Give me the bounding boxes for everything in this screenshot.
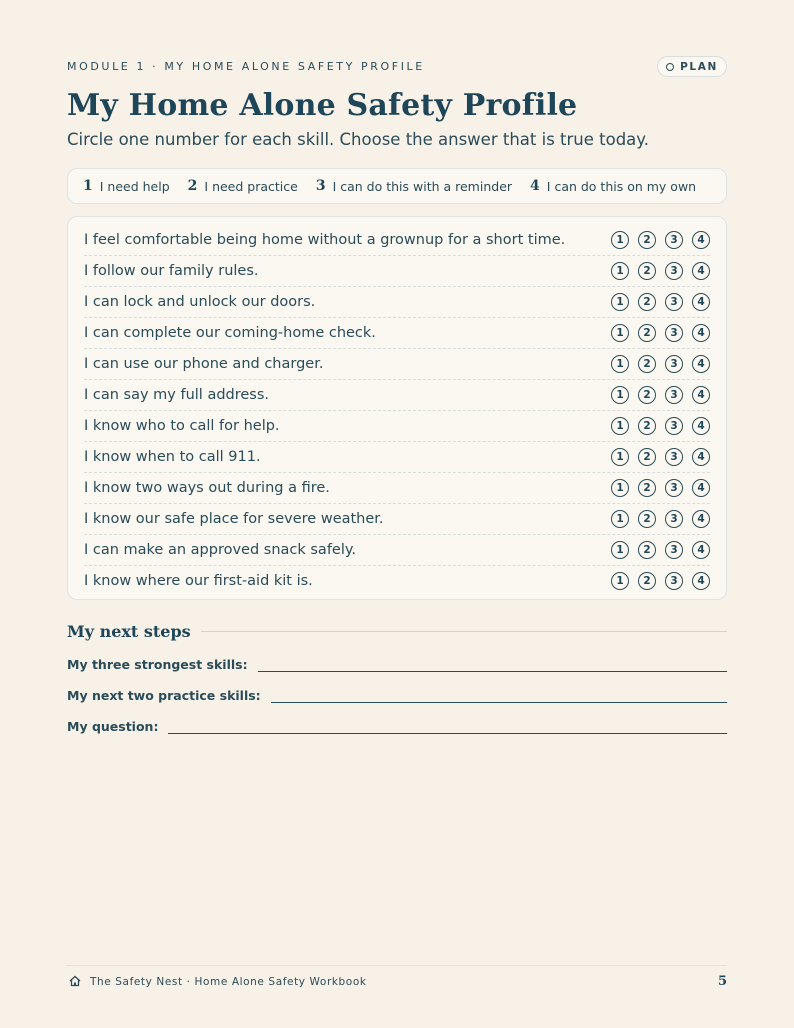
skill-row — [84, 442, 710, 473]
question-label: My question: — [67, 719, 159, 734]
skill-row — [84, 225, 710, 256]
skill-row — [84, 256, 710, 287]
rating-options — [611, 541, 710, 559]
skill-text: I feel comfortable being home without a grownup for a short time. — [84, 232, 566, 248]
question-field[interactable] — [168, 715, 727, 734]
rating-circle-2[interactable]: 2 — [638, 510, 656, 528]
legend-text: I need practice — [204, 178, 298, 194]
rating-circle-4[interactable]: 4 — [692, 324, 710, 342]
strongest-skills-label: My three strongest skills: — [67, 657, 248, 672]
rating-circle-2[interactable]: 2 — [638, 262, 656, 280]
rating-circle-3[interactable]: 3 — [665, 541, 683, 559]
page-subtitle: Circle one number for each skill. Choose the answer that is true today. — [67, 130, 649, 149]
footer-text: The Safety Nest · Home Alone Safety Workbook — [90, 976, 367, 988]
legend-text: I can do this with a reminder — [332, 178, 513, 194]
rating-circle-1[interactable]: 1 — [611, 355, 629, 373]
plan-chip[interactable] — [657, 56, 727, 77]
skill-text: I know two ways out during a fire. — [84, 480, 330, 496]
rating-circle-4[interactable]: 4 — [692, 510, 710, 528]
rating-legend — [67, 168, 727, 204]
legend-item — [188, 178, 298, 194]
rating-circle-3[interactable]: 3 — [665, 572, 683, 590]
rating-circle-3[interactable]: 3 — [665, 510, 683, 528]
skill-row — [84, 318, 710, 349]
rating-options — [611, 417, 710, 435]
skill-text: I know our safe place for severe weather. — [84, 511, 384, 527]
rating-circle-1[interactable]: 1 — [611, 541, 629, 559]
rating-circle-2[interactable]: 2 — [638, 417, 656, 435]
rating-circle-4[interactable]: 4 — [692, 479, 710, 497]
next-steps-section — [67, 622, 727, 734]
rating-circle-4[interactable]: 4 — [692, 231, 710, 249]
rating-options — [611, 231, 710, 249]
practice-skills-label: My next two practice skills: — [67, 688, 261, 703]
skill-row — [84, 473, 710, 504]
rating-circle-4[interactable]: 4 — [692, 417, 710, 435]
legend-number: 1 — [83, 178, 93, 194]
skill-text: I know when to call 911. — [84, 449, 261, 465]
module-label: MODULE 1 · MY HOME ALONE SAFETY PROFILE — [67, 60, 425, 73]
rating-options — [611, 293, 710, 311]
rating-circle-1[interactable]: 1 — [611, 324, 629, 342]
rating-circle-3[interactable]: 3 — [665, 262, 683, 280]
page-title: My Home Alone Safety Profile — [67, 88, 578, 123]
legend-item — [83, 178, 170, 194]
rating-options — [611, 324, 710, 342]
next-steps-title: My next steps — [67, 622, 191, 641]
rating-circle-3[interactable]: 3 — [665, 324, 683, 342]
rating-circle-2[interactable]: 2 — [638, 231, 656, 249]
rating-circle-4[interactable]: 4 — [692, 262, 710, 280]
rating-options — [611, 479, 710, 497]
next-steps-header — [67, 622, 727, 641]
skills-card — [67, 216, 727, 600]
rating-circle-2[interactable]: 2 — [638, 355, 656, 373]
rating-circle-2[interactable]: 2 — [638, 293, 656, 311]
rating-circle-3[interactable]: 3 — [665, 448, 683, 466]
rating-circle-2[interactable]: 2 — [638, 541, 656, 559]
legend-text: I need help — [99, 178, 170, 194]
page-number: 5 — [717, 974, 727, 989]
legend-item — [530, 178, 696, 194]
rating-circle-3[interactable]: 3 — [665, 293, 683, 311]
skill-text: I can make an approved snack safely. — [84, 542, 356, 558]
top-row — [67, 56, 727, 78]
rating-circle-3[interactable]: 3 — [665, 386, 683, 404]
rating-circle-1[interactable]: 1 — [611, 479, 629, 497]
rating-circle-2[interactable]: 2 — [638, 448, 656, 466]
rating-options — [611, 262, 710, 280]
next-steps-rule — [201, 631, 727, 632]
circle-dot-icon — [666, 63, 674, 71]
rating-circle-3[interactable]: 3 — [665, 479, 683, 497]
rating-options — [611, 355, 710, 373]
workbook-page — [67, 0, 727, 1028]
page-footer — [67, 965, 727, 996]
rating-circle-4[interactable]: 4 — [692, 572, 710, 590]
rating-circle-3[interactable]: 3 — [665, 417, 683, 435]
legend-number: 4 — [530, 178, 540, 194]
skill-text: I can say my full address. — [84, 387, 270, 403]
skill-row — [84, 566, 710, 596]
question-line — [67, 714, 727, 734]
practice-skills-line — [67, 683, 727, 703]
rating-circle-1[interactable]: 1 — [611, 510, 629, 528]
rating-circle-4[interactable]: 4 — [692, 386, 710, 404]
rating-circle-4[interactable]: 4 — [692, 355, 710, 373]
legend-text: I can do this on my own — [546, 178, 697, 194]
rating-circle-1[interactable]: 1 — [611, 262, 629, 280]
skill-text: I can lock and unlock our doors. — [84, 294, 316, 310]
practice-skills-field[interactable] — [271, 684, 727, 703]
rating-circle-1[interactable]: 1 — [611, 386, 629, 404]
rating-circle-4[interactable]: 4 — [692, 541, 710, 559]
home-icon — [69, 975, 81, 987]
legend-number: 3 — [315, 178, 326, 194]
rating-circle-2[interactable]: 2 — [638, 324, 656, 342]
plan-label: PLAN — [680, 60, 718, 73]
legend-number: 2 — [187, 178, 198, 194]
skill-text: I follow our family rules. — [84, 263, 259, 279]
skill-row — [84, 535, 710, 566]
rating-options — [611, 386, 710, 404]
rating-circle-1[interactable]: 1 — [611, 572, 629, 590]
skill-text: I know who to call for help. — [84, 418, 280, 434]
rating-circle-3[interactable]: 3 — [665, 231, 683, 249]
rating-circle-4[interactable]: 4 — [692, 293, 710, 311]
skill-row — [84, 349, 710, 380]
rating-circle-4[interactable]: 4 — [692, 448, 710, 466]
skill-text: I can complete our coming-home check. — [84, 325, 376, 341]
rating-circle-1[interactable]: 1 — [611, 231, 629, 249]
rating-circle-3[interactable]: 3 — [665, 355, 683, 373]
rating-circle-2[interactable]: 2 — [638, 479, 656, 497]
rating-circle-2[interactable]: 2 — [638, 386, 656, 404]
skill-text: I know where our first-aid kit is. — [84, 573, 313, 589]
skill-row — [84, 411, 710, 442]
skill-row — [84, 504, 710, 535]
strongest-skills-field[interactable] — [258, 653, 727, 672]
rating-options — [611, 448, 710, 466]
strongest-skills-line — [67, 652, 727, 672]
skill-text: I can use our phone and charger. — [84, 356, 324, 372]
skill-row — [84, 287, 710, 318]
rating-options — [611, 572, 710, 590]
legend-item — [316, 178, 512, 194]
rating-options — [611, 510, 710, 528]
rating-circle-1[interactable]: 1 — [611, 448, 629, 466]
rating-circle-1[interactable]: 1 — [611, 417, 629, 435]
rating-circle-2[interactable]: 2 — [638, 572, 656, 590]
rating-circle-1[interactable]: 1 — [611, 293, 629, 311]
skill-row — [84, 380, 710, 411]
